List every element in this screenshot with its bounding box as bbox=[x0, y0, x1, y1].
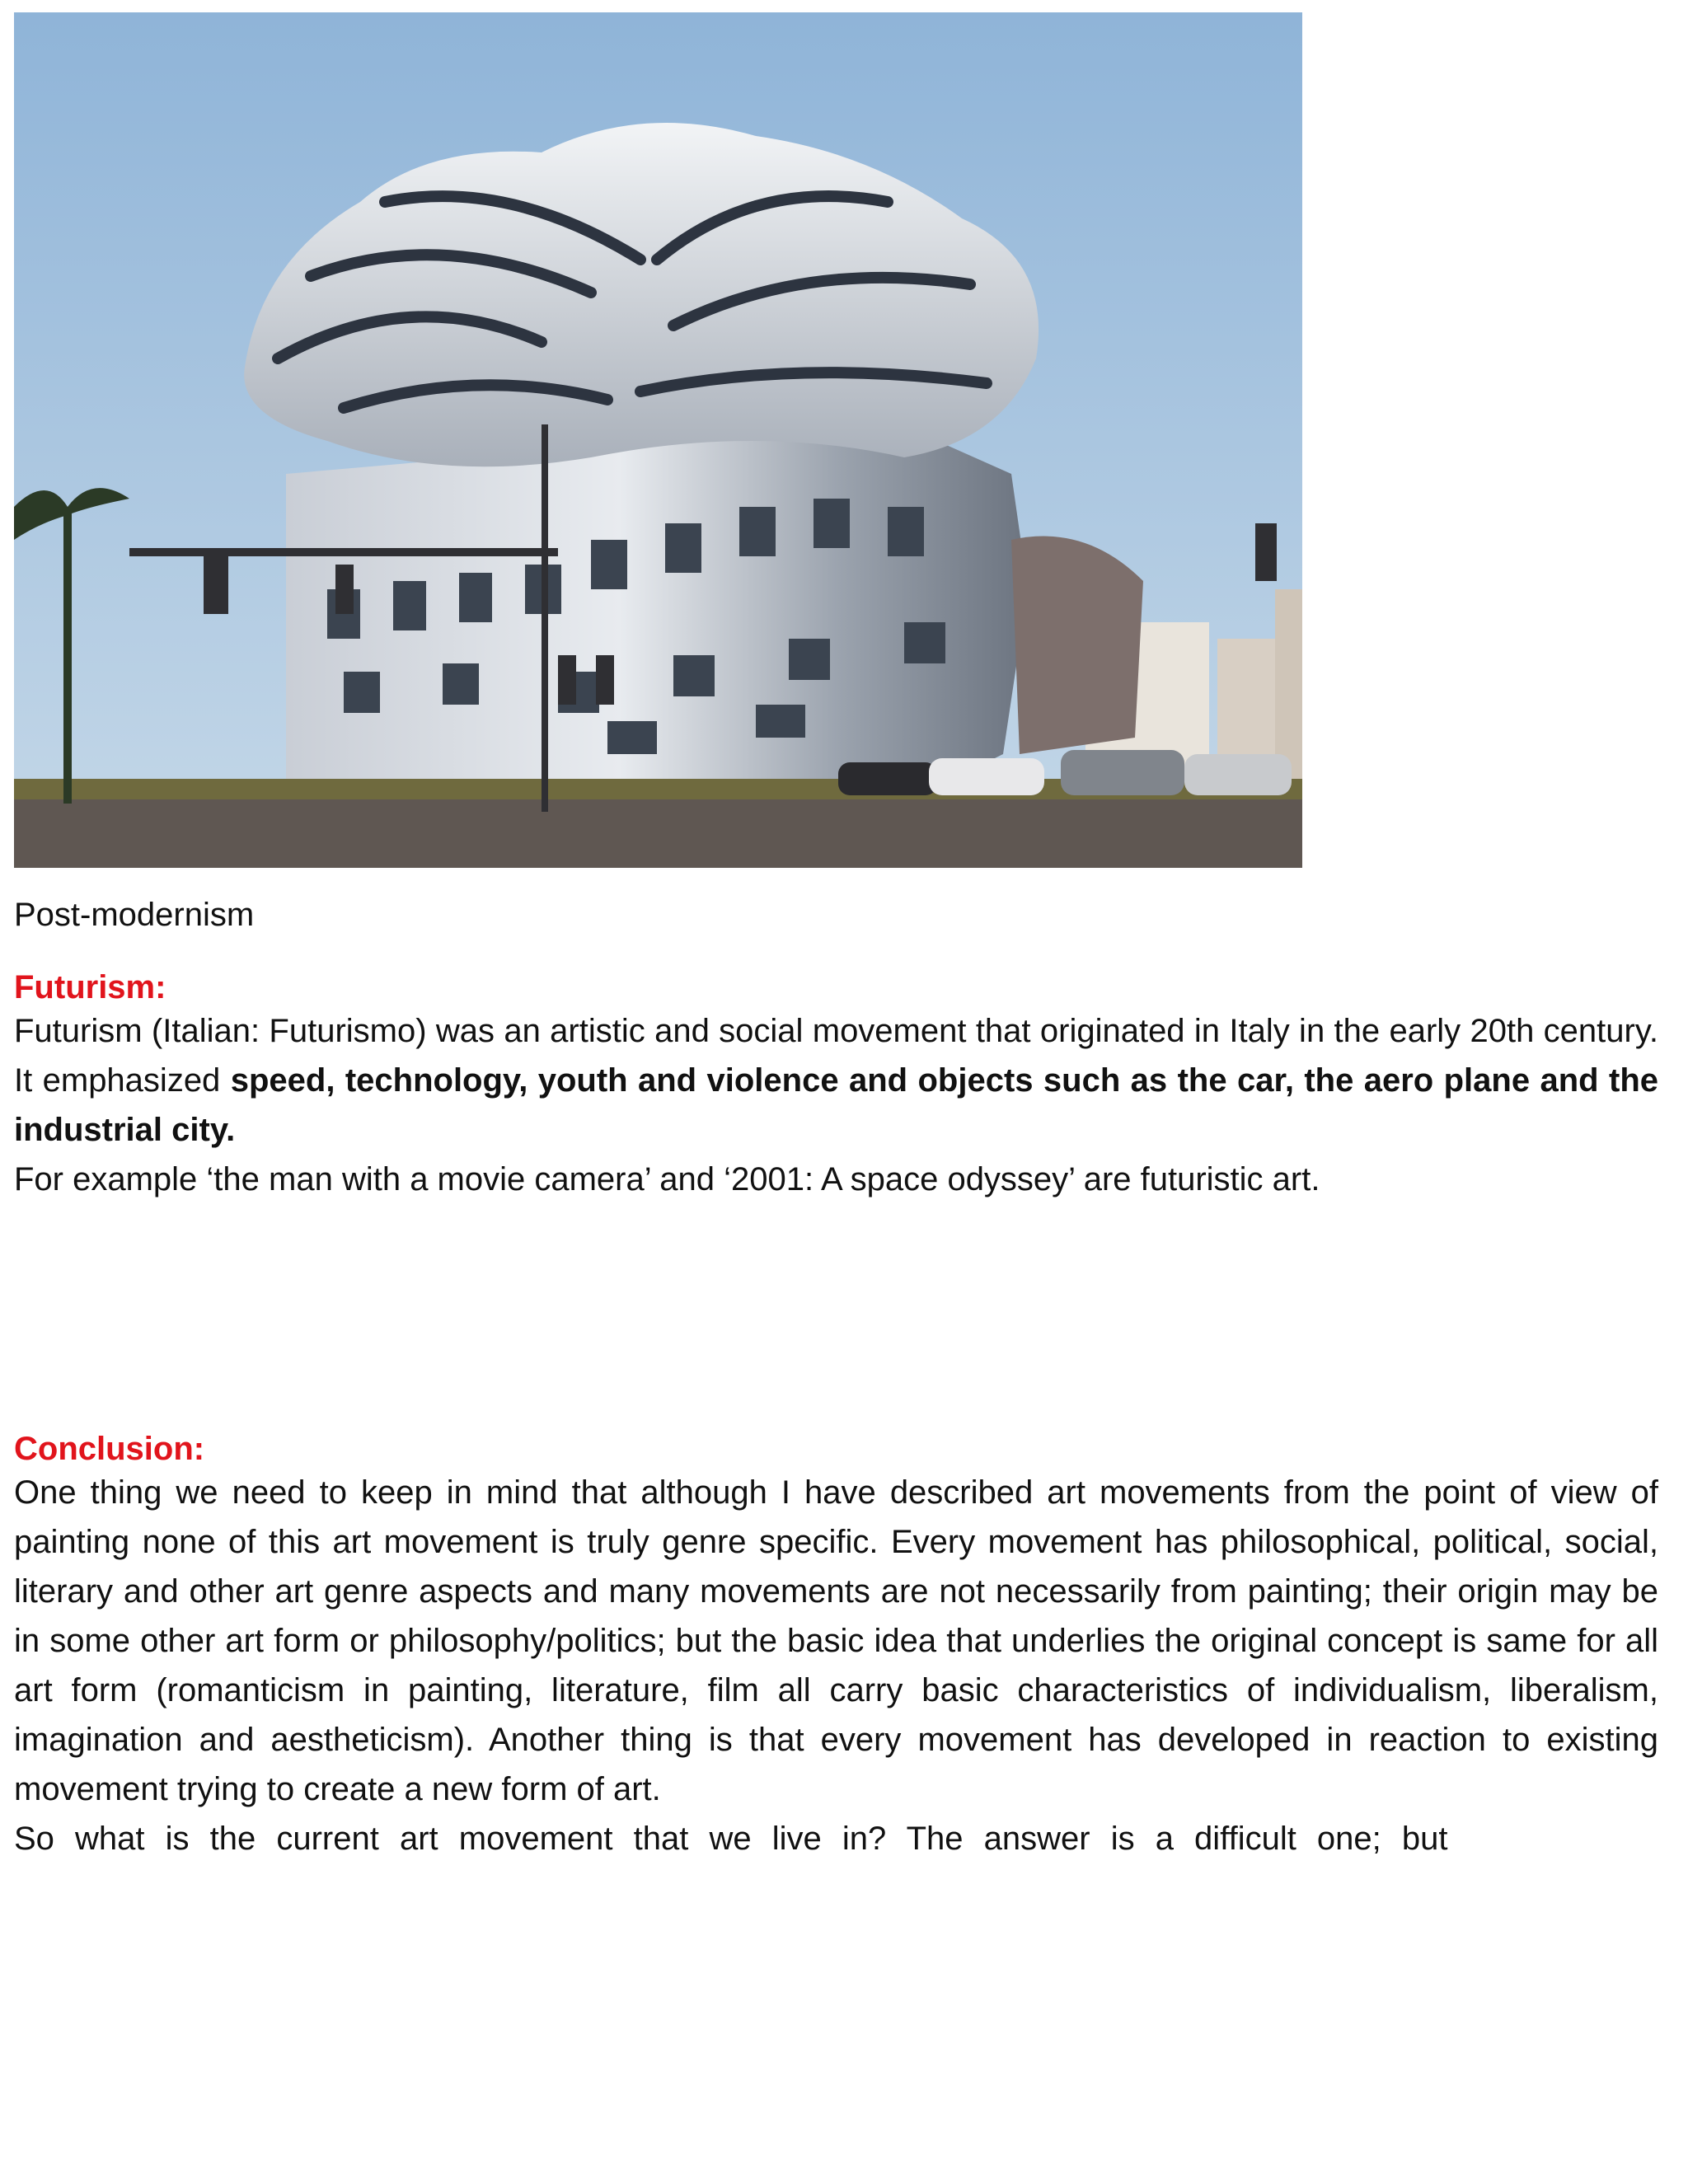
futurism-definition-paragraph bbox=[14, 1006, 1658, 1155]
futurism-definition-text: Futurism (Italian: Futurismo) was an artistic and social movement that originated in Italy in the early 20th century. It emphasized bbox=[14, 1013, 1658, 1099]
postmodern-building-photo bbox=[14, 12, 1302, 868]
conclusion-heading: Conclusion: bbox=[14, 1431, 205, 1467]
document-page bbox=[14, 12, 1658, 1863]
figure-caption: Post-modernism bbox=[14, 897, 255, 933]
conclusion-question-paragraph: So what is the current art movement that we live in? The answer is a difficult one; but bbox=[14, 1821, 1448, 1857]
futurism-emphasis-text: speed, technology, youth and violence and objects such as the car, the aero plane and the industrial city. bbox=[14, 1062, 1659, 1148]
conclusion-paragraph: One thing we need to keep in mind that although I have described art movements from the point of view of painting none of this art movement is truly genre specific. Every movement has philosophical, political, social, literary and other art genre aspects and many movements are not necessarily from painting; their origin may be in some other art form or philosophy/politics; but the basic idea that underlies the original concept is same for all art form (romanticism in painting, literature, film all carry basic characteristics of individualism, liberalism, imagination and aestheticism). Another thing is that every movement has developed in reaction to existing movement trying to create a new form of art. bbox=[14, 1474, 1658, 1807]
futurism-heading: Futurism: bbox=[14, 969, 166, 1005]
futurism-example-paragraph: For example ‘the man with a movie camera’ and ‘2001: A space odyssey’ are futuristic art. bbox=[14, 1161, 1320, 1197]
